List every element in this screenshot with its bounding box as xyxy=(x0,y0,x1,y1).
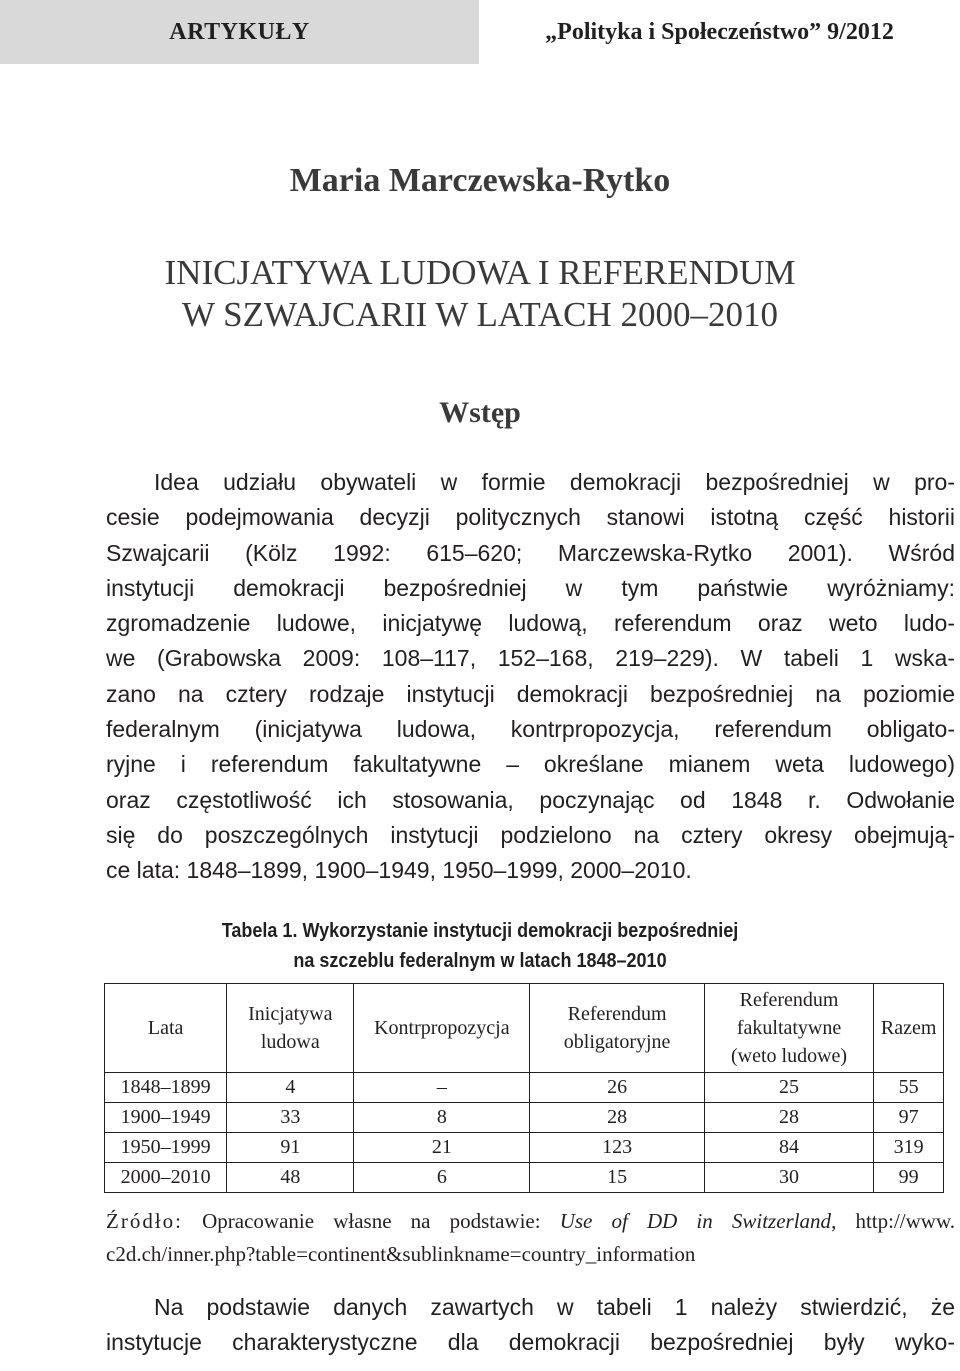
table-cell: 319 xyxy=(874,1133,944,1163)
header-cell-text: ludowa xyxy=(260,1031,320,1053)
section-heading: Wstęp xyxy=(439,396,521,429)
paragraph-line: ryjne i referendum fakultatywne – określane mianem weta ludowego) xyxy=(106,751,955,778)
paragraph-line: we (Grabowska 2009: 108–117, 152–168, 219–229). W tabeli 1 wska- xyxy=(106,645,955,672)
source-italic-title: Use of DD in Switzerland xyxy=(559,1209,832,1233)
paragraph-line: oraz częstotliwość ich stosowania, poczynając od 1848 r. Odwołanie xyxy=(106,786,955,813)
table-cell: 4 xyxy=(227,1073,354,1103)
source-url-line: c2d.ch/inner.php?table=continent&sublinkname=country_information xyxy=(106,1242,696,1266)
table-row xyxy=(105,1163,944,1193)
article-title-line-2: W SZWAJCARII W LATACH 2000–2010 xyxy=(181,295,779,334)
table-cell: 6 xyxy=(354,1163,530,1193)
table-cell: 123 xyxy=(530,1133,704,1163)
article-title xyxy=(0,252,960,336)
header-cell-referendum-fakultatywne xyxy=(704,984,873,1073)
intro-paragraph xyxy=(106,465,955,889)
table-cell: 21 xyxy=(354,1133,530,1163)
source-line-1 xyxy=(106,1205,955,1238)
journal-title: „Polityka i Społeczeństwo” 9/2012 xyxy=(545,18,894,45)
header-cell-inicjatywa xyxy=(227,984,354,1073)
table-caption-line-2: na szczeblu federalnym w latach 1848–2010 xyxy=(293,950,667,972)
table-source-note xyxy=(106,1205,955,1271)
header-cell-text: Referendum xyxy=(567,1003,667,1025)
table-cell: 1900–1949 xyxy=(105,1103,227,1133)
header-cell-referendum-obligatoryjne xyxy=(530,984,704,1073)
header-cell-text: Referendum xyxy=(739,989,839,1011)
header-cell-text: Razem xyxy=(880,1017,937,1039)
source-url-start: , http://www. xyxy=(831,1209,955,1233)
table-header-row xyxy=(105,984,944,1073)
source-label: Źródło: xyxy=(106,1209,183,1233)
table-cell: 97 xyxy=(874,1103,944,1133)
table-caption-line-1: Tabela 1. Wykorzystanie instytucji demokracji bezpośredniej xyxy=(221,920,739,942)
header-cell-kontrpropozycja xyxy=(354,984,530,1073)
table-cell: 48 xyxy=(227,1163,354,1193)
table-row xyxy=(105,1103,944,1133)
table-cell: 8 xyxy=(354,1103,530,1133)
paragraph-line: się do poszczególnych instytucji podzielono na cztery okresy obejmują- xyxy=(106,821,955,848)
paragraph-line: zano na cztery rodzaje instytucji demokracji bezpośredniej na poziomie xyxy=(106,680,955,707)
header-cell-text: fakultatywne xyxy=(736,1017,842,1039)
paragraph-line: Na podstawie danych zawartych w tabeli 1 należy stwierdzić, że xyxy=(154,1294,955,1320)
article-title-line-1: INICJATYWA LUDOWA I REFERENDUM xyxy=(164,253,796,292)
table-cell: 99 xyxy=(874,1163,944,1193)
header-cell-text: (weto ludowe) xyxy=(731,1045,848,1067)
header-cell-text: Inicjatywa xyxy=(248,1003,333,1025)
header-cell-text: Kontrpropozycja xyxy=(374,1017,510,1039)
table-cell: 84 xyxy=(704,1133,873,1163)
table-row xyxy=(105,1133,944,1163)
table-cell: 1950–1999 xyxy=(105,1133,227,1163)
table-cell: – xyxy=(354,1073,530,1103)
paragraph-line: cesie podejmowania decyzji politycznych stanowi istotną część historii xyxy=(106,504,955,531)
paragraph-line: Idea udziału obywateli w formie demokracji bezpośredniej w pro- xyxy=(154,469,955,495)
table-cell: 26 xyxy=(530,1073,704,1103)
section-label-box xyxy=(0,0,479,64)
paragraph-line: ce lata: 1848–1899, 1900–1949, 1950–1999, 2000–2010. xyxy=(106,857,692,884)
table-cell: 28 xyxy=(530,1103,704,1133)
table-row xyxy=(105,1073,944,1103)
table-cell: 1848–1899 xyxy=(105,1073,227,1103)
paragraph-line: zgromadzenie ludowe, inicjatywę ludową, referendum oraz weto ludo- xyxy=(106,610,955,637)
table-cell: 2000–2010 xyxy=(105,1163,227,1193)
table-caption xyxy=(48,916,912,976)
table-cell: 91 xyxy=(227,1133,354,1163)
author-name: Maria Marczewska-Rytko xyxy=(289,162,671,199)
paragraph-line: instytucji demokracji bezpośredniej w tym państwie wyróżniamy: xyxy=(106,574,955,601)
header-cell-text: Lata xyxy=(147,1017,184,1039)
table-cell: 30 xyxy=(704,1163,873,1193)
header-cell-text: obligatoryjne xyxy=(563,1031,671,1053)
table-cell: 55 xyxy=(874,1073,944,1103)
table-cell: 28 xyxy=(704,1103,873,1133)
section-label: ARTYKUŁY xyxy=(169,18,310,45)
header-cell-lata xyxy=(105,984,227,1073)
header-cell-razem xyxy=(874,984,944,1073)
paragraph-line: instytucje charakterystyczne dla demokracji bezpośredniej były wyko- xyxy=(106,1329,955,1356)
table-cell: 15 xyxy=(530,1163,704,1193)
paragraph-line: federalnym (inicjatywa ludowa, kontrpropozycja, referendum obligato- xyxy=(106,716,955,743)
table-cell: 25 xyxy=(704,1073,873,1103)
journal-header xyxy=(479,0,960,64)
source-text: Opracowanie własne na podstawie: xyxy=(183,1209,560,1233)
paragraph-line: Szwajcarii (Kölz 1992: 615–620; Marczewska-Rytko 2001). Wśród xyxy=(106,539,955,566)
conclusion-paragraph xyxy=(106,1290,955,1361)
data-table xyxy=(104,983,944,1193)
table-cell: 33 xyxy=(227,1103,354,1133)
